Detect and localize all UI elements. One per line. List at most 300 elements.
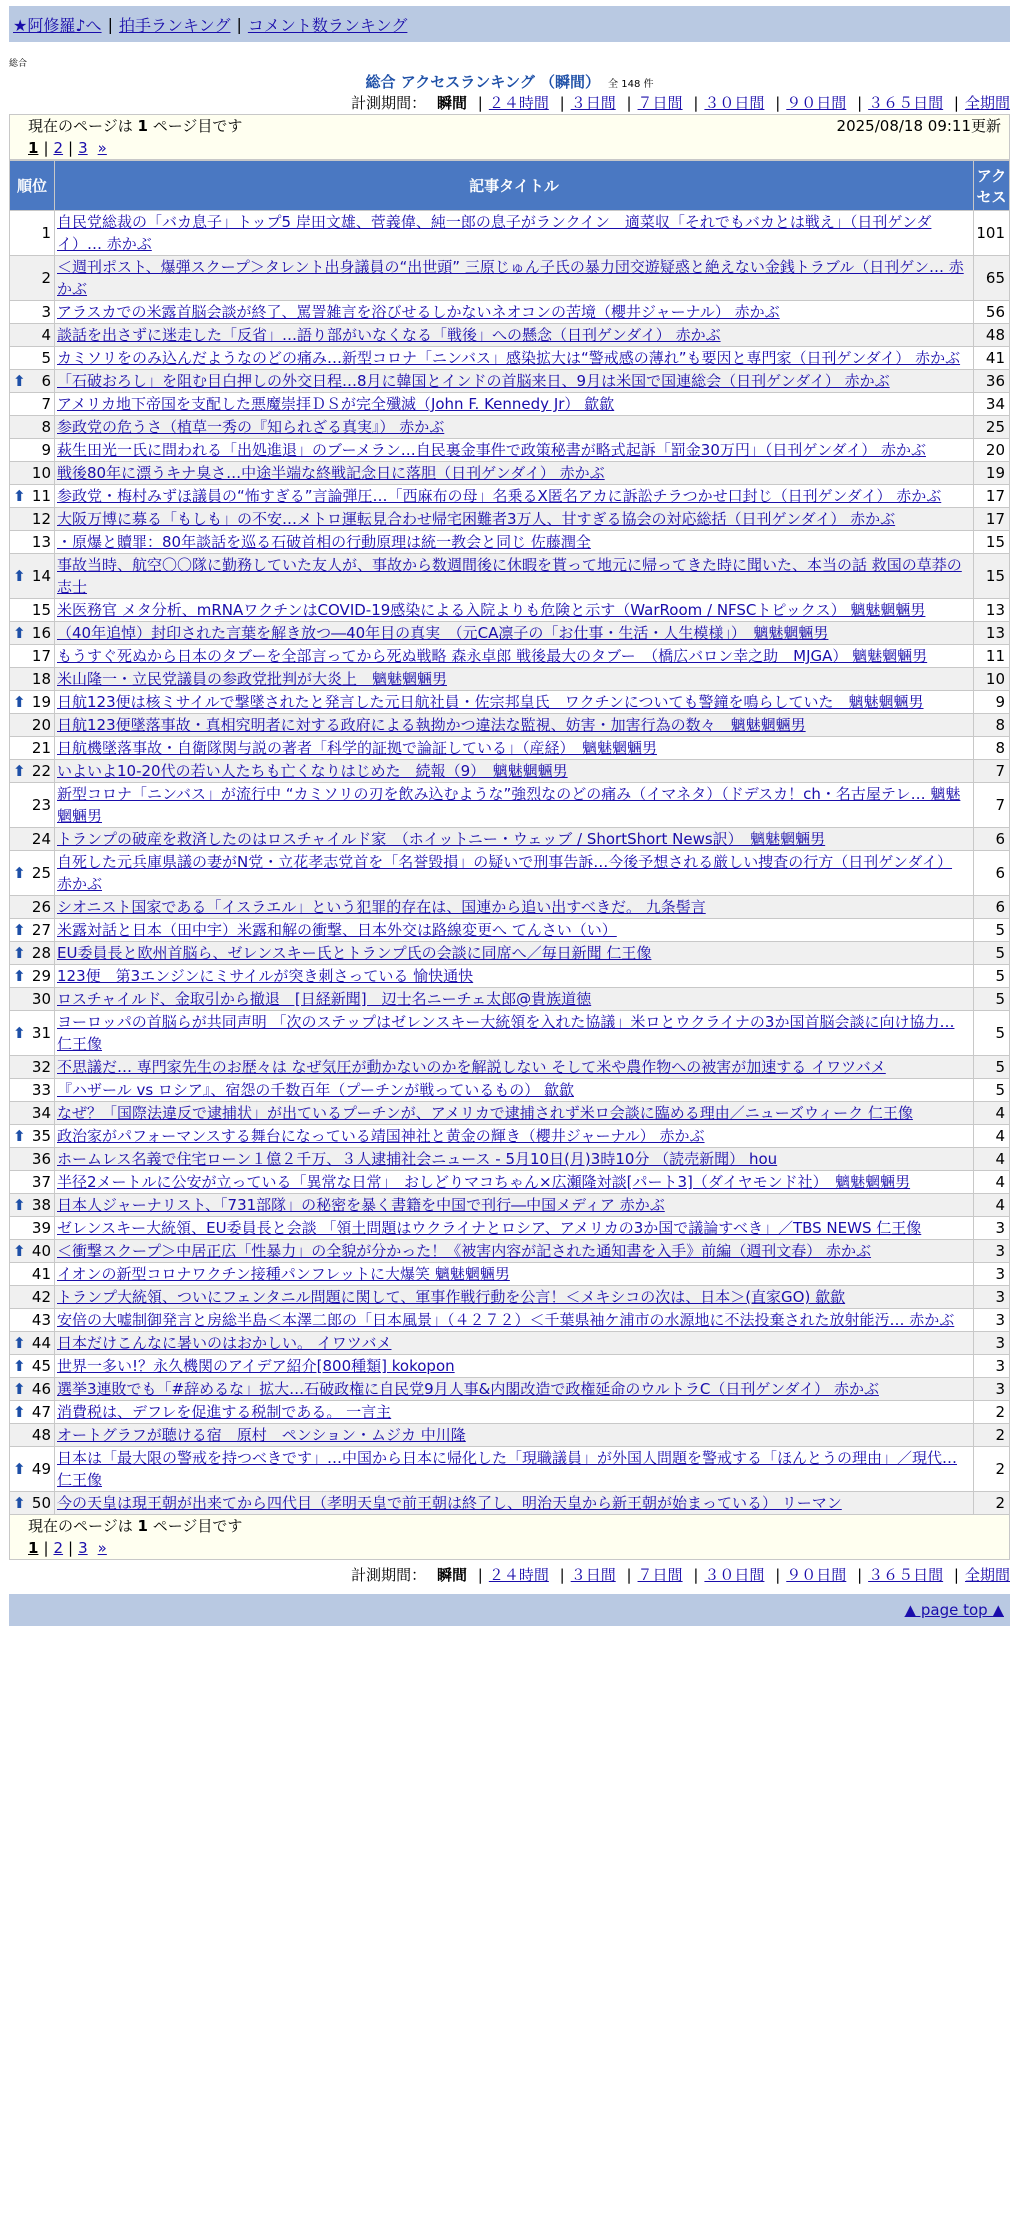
rank-number: 33 (31, 1081, 51, 1099)
access-count: 6 (974, 828, 1010, 851)
article-link[interactable]: 日航123便は核ミサイルで撃墜されたと発言した元日航社員・佐宗邦皇氏 ワクチンについても警鐘を鳴らしていた 魑魅魍魎男 (57, 693, 924, 711)
rank-number: 42 (31, 1288, 51, 1306)
title-cell (55, 668, 974, 691)
access-count: 5 (974, 965, 1010, 988)
article-link[interactable]: オートグラフが聴ける宿 原村 ペンション・ムジカ 中川隆 (57, 1426, 466, 1444)
period-link-365d[interactable]: ３６５日間 (868, 94, 944, 112)
table-row (10, 1079, 1010, 1102)
article-link[interactable]: アラスカでの米露首脳会談が終了、罵詈雑言を浴びせるしかないネオコンの苦境（櫻井ジャーナル） 赤かぶ (57, 303, 780, 321)
arrow-up-icon: ⬆ (13, 1334, 26, 1352)
rank-number: 25 (31, 864, 51, 882)
table-row (10, 1148, 1010, 1171)
rank-cell (10, 599, 55, 622)
rank-cell (10, 1056, 55, 1079)
period-link-7d[interactable]: ７日間 (637, 94, 683, 112)
rank-cell (10, 988, 55, 1011)
access-count: 4 (974, 1194, 1010, 1217)
article-link[interactable]: 大阪万博に募る「もしも」の不安…メトロ運転見合わせ帰宅困難者3万人、甘すぎる協会の対応総括（日刊ゲンダイ） 赤かぶ (57, 510, 896, 528)
period-link-30d[interactable]: ３０日間 (704, 94, 765, 112)
rank-number: 7 (41, 395, 51, 413)
access-count: 48 (974, 324, 1010, 347)
pagination: 1 | 2 | 3 » (28, 1539, 107, 1557)
article-link[interactable]: 米医務官 メタ分析、mRNAワクチンはCOVID-19感染による入院よりも危険と示す（WarRoom / NFSCトピックス） 魑魅魍魎男 (57, 601, 926, 619)
article-link[interactable]: （40年追悼）封印された言葉を解き放つ―40年目の真実 （元CA凛子の「お仕事・生活・人生模様」） 魑魅魍魎男 (57, 624, 829, 642)
article-link[interactable]: シオニスト国家である「イスラエル」という犯罪的存在は、国連から追い出すべきだ。 九条髻言 (57, 898, 706, 916)
article-link[interactable]: 戦後80年に漂うキナ臭さ…中途半端な終戦記念日に落胆（日刊ゲンダイ） 赤かぶ (57, 464, 605, 482)
table-row (10, 737, 1010, 760)
access-count: 101 (974, 211, 1010, 256)
table-row (10, 1194, 1010, 1217)
article-link[interactable]: 日本人ジャーナリスト、「731部隊」の秘密を暴く書籍を中国で刊行―中国メディア 赤かぶ (57, 1196, 665, 1214)
arrow-up-icon: ⬆ (13, 1357, 26, 1375)
rank-number: 43 (31, 1311, 51, 1329)
rank-cell (10, 1309, 55, 1332)
rank-number: 6 (41, 372, 51, 390)
pager-top (9, 114, 1010, 160)
rank-cell (10, 324, 55, 347)
title-cell (55, 760, 974, 783)
rank-number: 20 (31, 716, 51, 734)
article-link[interactable]: 事故当時、航空〇〇隊に勤務していた友人が、事故から数週間後に休暇を貰って地元に帰ってきた時に聞いた、本当の話 救国の草莽の志士 (57, 556, 962, 596)
arrow-up-icon: ⬆ (13, 1380, 26, 1398)
article-link[interactable]: ロスチャイルド、金取引から撤退 [日経新聞] 辺士名ニーチェ太郎@貴族道徳 (57, 990, 592, 1008)
rank-cell (10, 370, 55, 393)
rank-number: 45 (31, 1357, 51, 1375)
ranking-table (9, 160, 1010, 1515)
table-row (10, 439, 1010, 462)
access-count: 15 (974, 531, 1010, 554)
access-count: 7 (974, 760, 1010, 783)
rank-cell (10, 1332, 55, 1355)
title-cell (55, 416, 974, 439)
access-count: 13 (974, 599, 1010, 622)
article-link[interactable]: 半径2メートルに公安が立っている「異常な日常」 おしどりマコちゃん×広瀬隆対談[パート3]（ダイヤモンド社） 魑魅魍魎男 (57, 1173, 911, 1191)
title-cell (55, 1355, 974, 1378)
article-link[interactable]: 日本だけこんなに暑いのはおかしい。 イワツバメ (57, 1334, 392, 1352)
rank-cell (10, 508, 55, 531)
arrow-up-icon: ⬆ (13, 921, 26, 939)
access-count: 5 (974, 1011, 1010, 1056)
period-link-365d[interactable]: ３６５日間 (868, 1566, 944, 1584)
table-row (10, 645, 1010, 668)
title-cell (55, 828, 974, 851)
title-cell (55, 1171, 974, 1194)
article-link[interactable]: ゼレンスキー大統領、EU委員長と会談 「領土問題はウクライナとロシア、アメリカの3か国で議論すべき」／TBS NEWS 仁王像 (57, 1219, 922, 1237)
rank-cell (10, 1194, 55, 1217)
next-page-link[interactable]: » (97, 1539, 107, 1557)
table-row (10, 1056, 1010, 1079)
article-link[interactable]: トランプの破産を救済したのはロスチャイルド家 （ホイットニー・ウェッブ / ShortShort News訳） 魑魅魍魎男 (57, 830, 826, 848)
table-row (10, 393, 1010, 416)
table-row (10, 760, 1010, 783)
access-count: 65 (974, 256, 1010, 301)
article-link[interactable]: カミソリをのみ込んだようなのどの痛み…新型コロナ「ニンバス」感染拡大は“警戒感の薄れ”も要因と専門家（日刊ゲンダイ） 赤かぶ (57, 349, 961, 367)
rank-cell (10, 347, 55, 370)
rank-cell (10, 1011, 55, 1056)
table-row (10, 1492, 1010, 1515)
rank-cell (10, 1492, 55, 1515)
access-count: 3 (974, 1217, 1010, 1240)
title-cell (55, 211, 974, 256)
title-cell (55, 988, 974, 1011)
rank-cell (10, 256, 55, 301)
rank-number: 44 (31, 1334, 51, 1352)
title-cell (55, 1056, 974, 1079)
title-cell (55, 1424, 974, 1447)
table-row (10, 301, 1010, 324)
rank-cell (10, 1447, 55, 1492)
access-count: 11 (974, 645, 1010, 668)
rank-cell (10, 439, 55, 462)
title-cell (55, 896, 974, 919)
arrow-up-icon: ⬆ (13, 944, 26, 962)
article-link[interactable]: アメリカ地下帝国を支配した悪魔崇拝ＤＳが完全殲滅（John F. Kennedy Jr） 歙歙 (57, 395, 615, 413)
access-count: 5 (974, 919, 1010, 942)
rank-cell (10, 211, 55, 256)
rank-number: 16 (31, 624, 51, 642)
rank-cell (10, 554, 55, 599)
access-count: 13 (974, 622, 1010, 645)
access-count: 17 (974, 508, 1010, 531)
title-cell (55, 301, 974, 324)
page-2-link[interactable]: 2 (53, 139, 64, 157)
access-count: 10 (974, 668, 1010, 691)
table-row (10, 1102, 1010, 1125)
table-row (10, 1424, 1010, 1447)
period-link-90d[interactable]: ９０日間 (786, 1566, 847, 1584)
table-row (10, 965, 1010, 988)
rank-number: 2 (41, 269, 51, 287)
period-link-all[interactable]: 全期間 (964, 94, 1010, 112)
title-cell (55, 439, 974, 462)
access-count: 3 (974, 1332, 1010, 1355)
rank-cell (10, 301, 55, 324)
article-link[interactable]: 参政党の危うさ（植草一秀の『知られざる真実』） 赤かぶ (57, 418, 445, 436)
table-row (10, 622, 1010, 645)
access-count: 19 (974, 462, 1010, 485)
table-row (10, 347, 1010, 370)
page-3-link[interactable]: 3 (78, 139, 88, 157)
access-count: 5 (974, 1056, 1010, 1079)
access-count: 17 (974, 485, 1010, 508)
rank-number: 23 (31, 796, 51, 814)
title-cell (55, 1378, 974, 1401)
rank-number: 18 (31, 670, 51, 688)
rank-number: 4 (41, 326, 51, 344)
rank-number: 37 (31, 1173, 51, 1191)
period-link-all[interactable]: 全期間 (964, 1566, 1010, 1584)
total-count: 全 148 件 (608, 79, 654, 90)
access-count: 20 (974, 439, 1010, 462)
arrow-up-icon: ⬆ (13, 567, 26, 585)
article-link[interactable]: イオンの新型コロナワクチン接種パンフレットに大爆笑 魑魅魍魎男 (57, 1265, 510, 1283)
title-cell (55, 1447, 974, 1492)
arrow-up-icon: ⬆ (13, 1024, 26, 1042)
updated-timestamp: 2025/08/18 09:11更新 (836, 117, 1001, 135)
current-page-text: 現在のページは 1 ページ目です (28, 117, 243, 135)
rank-number: 28 (31, 944, 51, 962)
arrow-up-icon: ⬆ (13, 762, 26, 780)
access-count: 6 (974, 851, 1010, 896)
access-count: 5 (974, 942, 1010, 965)
rank-cell (10, 1102, 55, 1125)
period-label: 計測期間： (351, 1566, 427, 1584)
article-link[interactable]: 参政党・梅村みずほ議員の“怖すぎる”言論弾圧…「西麻布の母」名乗るX匿名アカに訴訟チラつかせ口封じ（日刊ゲンダイ） 赤かぶ (57, 487, 942, 505)
period-link-3d[interactable]: ３日間 (570, 1566, 616, 1584)
rank-number: 29 (31, 967, 51, 985)
rank-cell (10, 1355, 55, 1378)
table-row (10, 1125, 1010, 1148)
period-link-24h[interactable]: ２４時間 (488, 94, 549, 112)
arrow-up-icon: ⬆ (13, 967, 26, 985)
title-cell (55, 1011, 974, 1056)
title-cell (55, 1194, 974, 1217)
rank-number: 1 (41, 224, 51, 242)
access-count: 2 (974, 1401, 1010, 1424)
title-cell (55, 1401, 974, 1424)
table-row (10, 1263, 1010, 1286)
arrow-up-icon: ⬆ (13, 1196, 26, 1214)
rank-number: 17 (31, 647, 51, 665)
rank-cell (10, 1263, 55, 1286)
rank-number: 9 (41, 441, 51, 459)
nav-separator: | (107, 14, 113, 34)
arrow-up-icon: ⬆ (13, 1127, 26, 1145)
access-count: 8 (974, 737, 1010, 760)
table-row (10, 531, 1010, 554)
period-current: 瞬間 (436, 1566, 467, 1584)
title-cell (55, 1309, 974, 1332)
article-link[interactable]: 不思議だ… 専門家先生のお歴々は なぜ気圧が動かないのかを解説しない そして米や農作物への被害が加速する イワツバメ (57, 1058, 886, 1076)
period-current: 瞬間 (436, 94, 467, 112)
table-row (10, 1286, 1010, 1309)
access-count: 9 (974, 691, 1010, 714)
period-selector-top: 計測期間： 瞬間 | ２４時間 | ３日間 | ７日間 | ３０日間 | ９０日間 | ３６５日間 | 全期間 (351, 94, 1010, 112)
table-row (10, 1447, 1010, 1492)
access-count: 7 (974, 783, 1010, 828)
page-1-current: 1 (28, 139, 39, 157)
arrow-up-icon: ⬆ (13, 693, 26, 711)
rank-cell (10, 691, 55, 714)
table-row (10, 828, 1010, 851)
table-row (10, 599, 1010, 622)
period-link-90d[interactable]: ９０日間 (786, 94, 847, 112)
next-page-link[interactable]: » (97, 139, 107, 157)
rank-number: 21 (31, 739, 51, 757)
access-count: 15 (974, 554, 1010, 599)
rank-cell (10, 714, 55, 737)
rank-number: 50 (31, 1494, 51, 1512)
rank-cell (10, 828, 55, 851)
article-link[interactable]: ・原爆と贖罪：80年談話を巡る石破首相の行動原理は統一教会と同じ 佐藤潤全 (57, 533, 591, 551)
table-row (10, 1240, 1010, 1263)
article-link[interactable]: ヨーロッパの首脳らが共同声明 「次のステップはゼレンスキー大統領を入れた協議」米ロとウクライナの3か国首脳会談に向け協力… 仁王像 (57, 1013, 955, 1053)
rank-cell (10, 965, 55, 988)
rank-number: 19 (31, 693, 51, 711)
rank-number: 39 (31, 1219, 51, 1237)
title-cell (55, 485, 974, 508)
arrow-up-icon: ⬆ (13, 487, 26, 505)
access-count: 3 (974, 1378, 1010, 1401)
title-cell (55, 1263, 974, 1286)
article-link[interactable]: 「石破おろし」を阻む目白押しの外交日程…8月に韓国とインドの首脳来日、9月は米国で国連総会（日刊ゲンダイ） 赤かぶ (57, 372, 890, 390)
title-cell (55, 324, 974, 347)
rank-cell (10, 1125, 55, 1148)
title-cell (55, 462, 974, 485)
article-link[interactable]: 日航123便墜落事故・真相究明者に対する政府による執拗かつ違法な監視、妨害・加害行為の数々 魑魅魍魎男 (57, 716, 806, 734)
title-cell (55, 1492, 974, 1515)
top-nav-bar (9, 6, 1010, 42)
arrow-up-icon: ⬆ (13, 372, 26, 390)
access-count: 3 (974, 1263, 1010, 1286)
title-cell (55, 347, 974, 370)
table-row (10, 485, 1010, 508)
period-link-24h[interactable]: ２４時間 (488, 1566, 549, 1584)
table-row (10, 1355, 1010, 1378)
article-link[interactable]: トランプ大統領、ついにフェンタニル問題に関して、軍事作戦行動を公言！＜メキシコの次は、日本＞(直家GO) 歙歙 (57, 1288, 846, 1306)
article-link[interactable]: いよいよ10-20代の若い人たちも亡くなりはじめた 続報（9） 魑魅魍魎男 (57, 762, 568, 780)
title-cell (55, 851, 974, 896)
arrow-up-icon: ⬆ (13, 864, 26, 882)
title-cell (55, 1217, 974, 1240)
access-count: 4 (974, 1171, 1010, 1194)
title-cell (55, 622, 974, 645)
table-row (10, 462, 1010, 485)
article-link[interactable]: 萩生田光一氏に問われる「出処進退」のブーメラン…自民裏金事件で政策秘書が略式起訴「罰金30万円」（日刊ゲンダイ） 赤かぶ (57, 441, 926, 459)
table-row (10, 668, 1010, 691)
table-row (10, 256, 1010, 301)
access-count: 8 (974, 714, 1010, 737)
access-count: 4 (974, 1125, 1010, 1148)
page-2-link[interactable]: 2 (53, 1539, 64, 1557)
article-link[interactable]: 新型コロナ「ニンバス」が流行中 “カミソリの刃を飲み込むような”強烈なのどの痛み（イマネタ）（ドデスカ！ch・名古屋テレ… 魑魅魍魎男 (57, 785, 961, 825)
rank-cell (10, 896, 55, 919)
access-count: 5 (974, 988, 1010, 1011)
article-link[interactable]: 米山隆一・立民党議員の参政党批判が大炎上 魑魅魍魎男 (57, 670, 448, 688)
title-cell (55, 942, 974, 965)
rank-cell (10, 462, 55, 485)
article-link[interactable]: 消費税は、デフレを促進する税制である。 一言主 (57, 1403, 392, 1421)
rank-cell (10, 485, 55, 508)
rank-number: 46 (31, 1380, 51, 1398)
rank-number: 41 (31, 1265, 51, 1283)
pager-bottom (9, 1515, 1010, 1560)
title-cell (55, 256, 974, 301)
nav-separator: | (236, 14, 242, 34)
article-link[interactable]: 今の天皇は現王朝が出来てから四代目（孝明天皇で前王朝は終了し、明治天皇から新王朝が始まっている） リーマン (57, 1494, 842, 1512)
table-row (10, 1378, 1010, 1401)
article-link[interactable]: 123便 第3エンジンにミサイルが突き刺さっている 愉快通快 (57, 967, 474, 985)
current-page-text: 現在のページは 1 ページ目です (28, 1517, 243, 1535)
header-title: 記事タイトル (55, 161, 974, 211)
period-link-3d[interactable]: ３日間 (570, 94, 616, 112)
article-link[interactable]: 日航機墜落事故・自衛隊関与説の著者「科学的証拠で論証している」（産経） 魑魅魍魎男 (57, 739, 658, 757)
table-row (10, 508, 1010, 531)
rank-number: 38 (31, 1196, 51, 1214)
rank-cell (10, 1148, 55, 1171)
rank-cell (10, 1240, 55, 1263)
table-row (10, 324, 1010, 347)
article-link[interactable]: 世界一多い!？永久機関のアイデア紹介[800種類] kokopon (57, 1357, 455, 1375)
table-row (10, 1011, 1010, 1056)
title-cell (55, 1125, 974, 1148)
footer-bar (9, 1594, 1010, 1626)
rank-number: 34 (31, 1104, 51, 1122)
rank-cell (10, 531, 55, 554)
article-link[interactable]: ＜衝撃スクープ＞中居正広「性暴力」の全貌が分かった！《被害内容が記された通知書を入手》前編（週刊文春） 赤かぶ (57, 1242, 872, 1260)
rank-number: 10 (31, 464, 51, 482)
title-cell (55, 531, 974, 554)
page-top-link[interactable]: ▲ page top ▲ (904, 1601, 1004, 1619)
table-row (10, 1332, 1010, 1355)
access-count: 3 (974, 1355, 1010, 1378)
rank-cell (10, 1401, 55, 1424)
table-row (10, 919, 1010, 942)
article-link[interactable]: 談話を出さずに迷走した「反省」…語り部がいなくなる「戦後」への懸念（日刊ゲンダイ） 赤かぶ (57, 326, 721, 344)
table-row (10, 1309, 1010, 1332)
article-link[interactable]: ＜週刊ポスト、爆弾スクープ＞タレント出身議員の“出世頭” 三原じゅん子氏の暴力団交遊疑惑と絶えない金銭トラブル（日刊ゲン… 赤かぶ (57, 258, 964, 298)
article-link[interactable]: 自死した元兵庫県議の妻がN党・立花孝志党首を「名誉毀損」の疑いで刑事告訴…今後予想される厳しい捜査の行方（日刊ゲンダイ） 赤かぶ (57, 853, 953, 893)
rank-cell (10, 851, 55, 896)
ranking-body (10, 211, 1010, 1515)
comment-ranking-link[interactable]: コメント数ランキング (247, 15, 408, 35)
period-link-7d[interactable]: ７日間 (637, 1566, 683, 1584)
article-link[interactable]: 自民党総裁の「バカ息子」トップ5 岸田文雄、菅義偉、純一郎の息子がランクイン 適菜収「それでもバカとは戦え」（日刊ゲンダイ）… 赤かぶ (57, 213, 932, 253)
article-link[interactable]: 政治家がパフォーマンスする舞台になっている靖国神社と黄金の輝き（櫻井ジャーナル） 赤かぶ (57, 1127, 705, 1145)
article-link[interactable]: 選挙3連敗でも「#辞めるな」拡大…石破政権に自民党9月人事&内閣改造で政権延命のウルトラC（日刊ゲンダイ） 赤かぶ (57, 1380, 879, 1398)
article-link[interactable]: 安倍の大嘘制御発言と房総半島＜本澤二郎の「日本風景」（４２７２）＜千葉県袖ケ浦市の水源地に不法投棄された放射能汚… 赤かぶ (57, 1311, 955, 1329)
article-link[interactable]: もうすぐ死ぬから日本のタブーを全部言ってから死ぬ戦略 森永卓郎 戦後最大のタブー （橋広バロン幸之助 MJGA） 魑魅魍魎男 (57, 647, 928, 665)
clap-ranking-link[interactable]: 拍手ランキング (118, 15, 231, 35)
title-cell (55, 1148, 974, 1171)
rank-number: 11 (31, 487, 51, 505)
rank-number: 3 (41, 303, 51, 321)
arrow-up-icon: ⬆ (13, 1242, 26, 1260)
rank-number: 30 (31, 990, 51, 1008)
article-link[interactable]: 『ハザール vs ロシア』、宿怨の千数百年（プーチンが戦っているもの） 歙歙 (57, 1081, 574, 1099)
article-link[interactable]: 米露対話と日本（田中宇）米露和解の衝撃、日本外交は路線変更へ てんさい（い） (57, 921, 617, 939)
title-cell (55, 965, 974, 988)
rank-number: 26 (31, 898, 51, 916)
rank-number: 40 (31, 1242, 51, 1260)
header-access: アクセス (974, 161, 1010, 211)
article-link[interactable]: ホームレス名義で住宅ローン１億２千万、３人逮捕社会ニュース - 5月10日(月)3時10分 （読売新聞） hou (57, 1150, 778, 1168)
table-row (10, 691, 1010, 714)
rank-number: 36 (31, 1150, 51, 1168)
rank-number: 13 (31, 533, 51, 551)
table-row (10, 988, 1010, 1011)
home-link[interactable]: ★阿修羅♪へ (13, 15, 102, 35)
period-link-30d[interactable]: ３０日間 (704, 1566, 765, 1584)
rank-number: 27 (31, 921, 51, 939)
article-link[interactable]: 日本は「最大限の警戒を持つべきです」…中国から日本に帰化した「現職議員」が外国人問題を警戒する「ほんとうの理由」／現代… 仁王像 (57, 1449, 958, 1489)
title-cell (55, 1079, 974, 1102)
rank-number: 15 (31, 601, 51, 619)
title-cell (55, 554, 974, 599)
period-selector-bottom: 計測期間： 瞬間 | ２４時間 | ３日間 | ７日間 | ３０日間 | ９０日間 | ３６５日間 | 全期間 (351, 1566, 1010, 1584)
access-count: 2 (974, 1424, 1010, 1447)
article-link[interactable]: EU委員長と欧州首脳ら、ゼレンスキー氏とトランプ氏の会談に同席へ／毎日新聞 仁王像 (57, 944, 652, 962)
title-cell (55, 1286, 974, 1309)
access-count: 36 (974, 370, 1010, 393)
page-3-link[interactable]: 3 (78, 1539, 88, 1557)
rank-cell (10, 1171, 55, 1194)
arrow-up-icon: ⬆ (13, 624, 26, 642)
rank-number: 22 (31, 762, 51, 780)
access-count: 5 (974, 1079, 1010, 1102)
rank-number: 32 (31, 1058, 51, 1076)
article-link[interactable]: なぜ？「国際法違反で逮捕状」が出ているプーチンが、アメリカで逮捕されず米ロ会談に臨める理由／ニューズウィーク 仁王像 (57, 1104, 913, 1122)
